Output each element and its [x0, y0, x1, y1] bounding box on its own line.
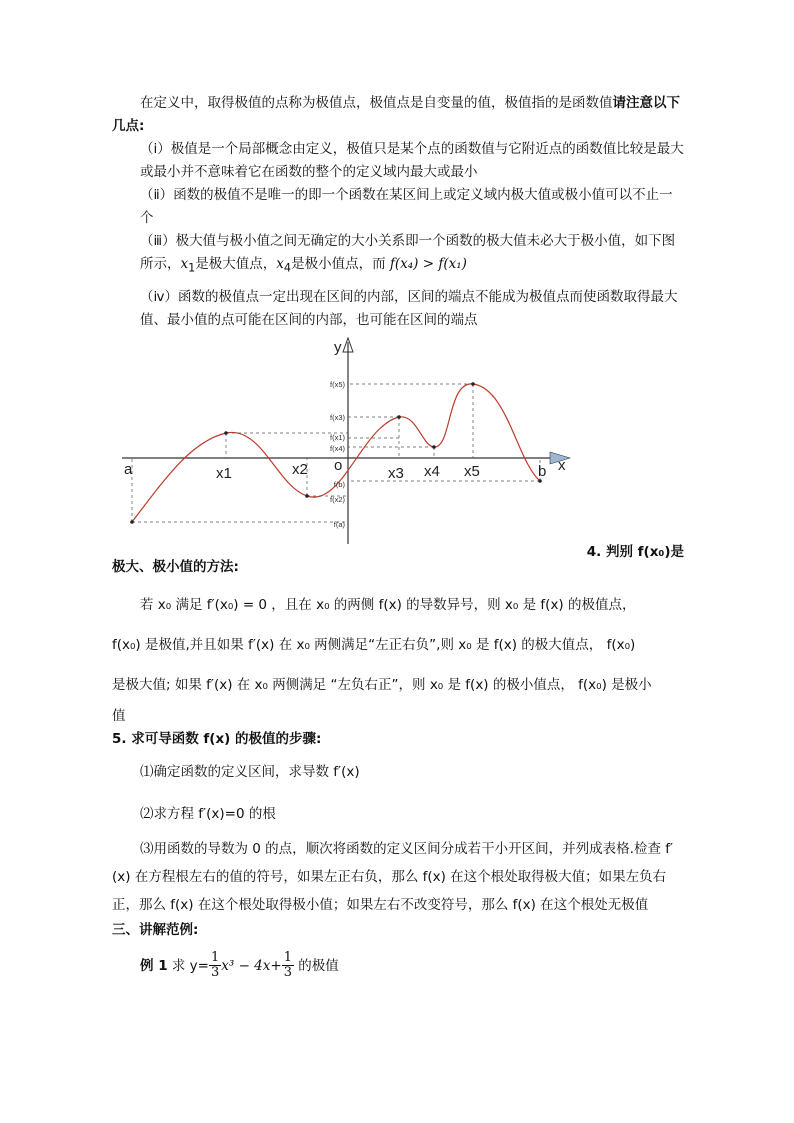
step-3: ⑶用函数的导数为 0 的点，顺次将函数的定义区间分成若干小开区间，并列成表格.检查 f′(x) 在方程根左右的值的符号，如果左正右负，那么 f(x) 在这个根处取得极大值；如果左负右正，那么 f(x) 在这个根处取得极小值；如果左右不改变符号，那么 f(x) 在这个根处无极值	[112, 840, 674, 913]
point-3	[112, 230, 684, 280]
point-3-t2: 是极小值点，而	[291, 256, 386, 272]
fraction-2	[282, 951, 294, 980]
x4-symbol: x	[276, 256, 284, 272]
x-label-3: o	[334, 456, 343, 474]
section4-para2: f(x₀) 是极值,并且如果 f′(x) 在 x₀ 两侧满足“左正右负”,则 x₀ 是 f(x) 的极大值点， f(x₀)	[112, 636, 636, 653]
x-label-5: x4	[424, 462, 440, 480]
section4-para4: 值	[112, 707, 126, 724]
section4-para1: 若 x₀ 满足 f′(x₀) = 0 ，且在 x₀ 的两侧 f(x) 的导数异号，则 x₀ 是 f(x) 的极值点，	[140, 596, 636, 613]
step-1: ⑴确定函数的定义区间，求导数 f′(x)	[140, 763, 360, 780]
point-2-label: （ⅱ）	[140, 187, 174, 203]
fraction-2-num: 1	[283, 950, 292, 966]
section4-heading: 极大、极小值的方法:	[112, 558, 239, 575]
step-2: ⑵求方程 f′(x)=0 的根	[140, 805, 276, 822]
function-graph	[112, 336, 582, 551]
intro-text: 在定义中，取得极值的点称为极值点，极值点是自变量的值，极值指的是函数值	[140, 95, 613, 111]
x1-symbol: x	[180, 256, 189, 272]
fraction-2-den: 3	[283, 965, 292, 981]
figure-caption: 4. 判别 f(x₀)是	[586, 543, 684, 560]
example-1-post: 的极值	[293, 957, 339, 974]
point-1	[112, 138, 684, 184]
x4-subscript: 4	[283, 261, 292, 275]
point-x1	[224, 431, 228, 435]
fraction-1-den: 3	[210, 965, 220, 981]
point-x5	[471, 382, 475, 386]
point-a	[130, 520, 134, 524]
point-3-t1: 是极大值点，	[195, 256, 277, 272]
example-1-mid: x³ − 4x+	[221, 957, 282, 974]
example-1-pre: 求 y=	[167, 957, 209, 974]
x-label-2: x2	[292, 460, 308, 478]
fraction-1	[209, 951, 221, 980]
example-1	[112, 948, 684, 984]
section3-heading: 三、讲解范例:	[112, 921, 199, 938]
fraction-1-num: 1	[210, 950, 220, 966]
section5-heading: 5. 求可导函数 f(x) 的极值的步骤:	[112, 730, 322, 747]
y-axis-label: y	[334, 338, 342, 356]
intro-paragraph	[112, 92, 684, 138]
x-label-7: b	[538, 462, 547, 480]
intro-bold: 请注意以下几点:	[112, 95, 680, 134]
y-label-2: f(x1)	[330, 432, 345, 442]
y-label-4: f(b)	[333, 479, 345, 489]
x-axis-label: x	[558, 456, 566, 474]
point-4	[112, 286, 684, 332]
point-2-text: 函数的极值不是唯一的即一个函数在某区间上或定义域内极大值或极小值可以不止一个	[140, 187, 673, 226]
point-x3	[397, 415, 401, 419]
point-1-label: （ⅰ）	[140, 141, 171, 157]
example-1-label: 例 1	[140, 957, 168, 974]
y-label-5: f(x2)	[330, 494, 345, 504]
point-3-text: 极大值与极小值之间无确定的大小关系即一个函数的极大值未必大于极小值，如下图所示，	[140, 233, 676, 272]
x-label-4: x3	[388, 464, 404, 482]
x-label-6: x5	[464, 462, 480, 480]
x-label-1: x1	[216, 464, 232, 482]
point-4-text: 函数的极值点一定出现在区间的内部，区间的端点不能成为极值点而使函数取得最大值、最小值的点可能在区间的内部，也可能在区间的端点	[140, 288, 678, 328]
y-label-1: f(x3)	[330, 412, 345, 422]
section4-para3: 是极大值; 如果 f′(x) 在 x₀ 两侧满足 “左负右正”，则 x₀ 是 f(x) 的极小值点， f(x₀) 是极小	[112, 676, 652, 693]
x1-subscript: 1	[188, 261, 196, 275]
point-4-label: （ⅳ）	[140, 288, 178, 305]
extrema-figure	[112, 336, 684, 560]
document-page	[112, 92, 684, 984]
point-1-text: 极值是一个局部概念由定义，极值只是某个点的函数值与它附近点的函数值比较是最大或最小并不意味着它在函数的整个的定义域内最大或最小	[140, 141, 684, 180]
point-x2	[305, 494, 309, 498]
inequality: f(x₄) > f(x₁)	[389, 256, 467, 272]
point-2	[112, 184, 684, 230]
x-label-0: a	[124, 460, 133, 478]
y-label-0: f(x5)	[330, 379, 345, 389]
y-label-6: f(a)	[333, 519, 345, 529]
point-x4	[432, 445, 436, 449]
point-3-label: （ⅲ）	[140, 233, 176, 249]
y-label-3: f(x4)	[330, 443, 345, 453]
